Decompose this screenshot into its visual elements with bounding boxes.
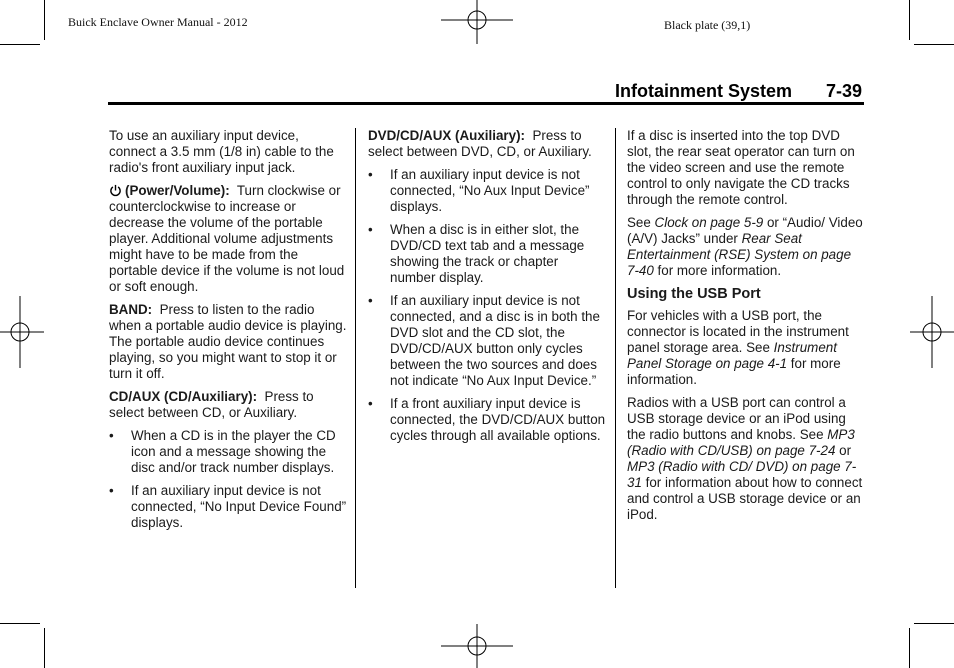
list-item: • If an auxiliary input device is not connected, and a disc is in both the DVD slot and the CD slot, the DVD/CD/AUX button only cycles between the two sources and does not indicate “No Aux Input Device.” (368, 293, 600, 388)
cross-reference-link[interactable]: Rear Seat Entertainment (RSE) System on page 7-40 (627, 231, 852, 278)
power-volume-label: (Power/Volume): (125, 183, 230, 198)
section-title: Infotainment System (615, 81, 793, 101)
bullet-glyph: • (109, 483, 114, 498)
power-volume-text: Turn clockwise or counterclockwise to increase or decrease the volume of the portable player. Additional volume adjustments might have to be made from the portable device if the volume is not loud or soft enough. (109, 183, 345, 294)
bullet-glyph: • (109, 428, 114, 443)
cross-reference-link[interactable]: Instrument Panel Storage on page 4-1 (627, 340, 837, 371)
registration-mark-left (0, 296, 44, 368)
crop-mark-tl-h (0, 44, 40, 45)
crop-mark-tl-v (44, 0, 45, 40)
usb-location-paragraph: For vehicles with a USB port, the connector is located in the instrument panel storage area. See Instrument Panel Storage on page 4-1 for more information. (627, 308, 849, 387)
bullet-glyph: • (368, 293, 373, 308)
list-item: • When a CD is in the player the CD icon and a message showing the disc and/or track number displays. (109, 428, 336, 475)
power-icon (109, 184, 122, 197)
header-rule (108, 102, 864, 105)
usb-control-paragraph: Radios with a USB port can control a USB storage device or an iPod using the radio buttons and knobs. See MP3 (Radio with CD/USB) on page 7-24 or MP3 (Radio with CD/ DVD) on page 7-31 for information about how to connect and control a USB storage device or an iPod. (627, 395, 863, 522)
cross-reference-link[interactable]: MP3 (Radio with CD/ DVD) on page 7-31 (627, 459, 857, 490)
band-label: BAND: (109, 302, 153, 317)
page-number: 7-39 (826, 81, 863, 101)
dvd-cd-aux-paragraph (368, 128, 606, 160)
list-item: • If a front auxiliary input device is connected, the DVD/CD/AUX button cycles through all available options. (368, 396, 606, 443)
power-volume-paragraph (109, 183, 349, 295)
column-2 (368, 128, 606, 451)
cross-reference-link[interactable]: Clock on page 5-9 (654, 215, 764, 230)
column-divider-1 (355, 128, 356, 588)
cd-aux-text: Press to select between CD, or Auxiliary. (109, 389, 314, 420)
dvd-slot-paragraph: If a disc is inserted into the top DVD slot, the rear seat operator can turn on the video screen and use the remote control to only navigate the CD tracks through the remote control. (627, 128, 855, 207)
see-also-paragraph: See Clock on page 5-9 or “Audio/ Video (A/V) Jacks” under Rear Seat Entertainment (RSE) System on page 7-40 for more information. (627, 215, 863, 278)
list-item: • When a disc is in either slot, the DVD/CD text tab and a message showing the track or chapter number display. (368, 222, 585, 285)
column-divider-2 (615, 128, 616, 588)
column-1 (109, 128, 349, 538)
band-text: Press to listen to the radio when a portable audio device is playing. The portable audio device continues playing, so you might want to stop it or turn it off. (109, 302, 347, 381)
registration-mark-bottom (441, 624, 513, 668)
bullet-glyph: • (368, 396, 373, 411)
column-3 (627, 128, 864, 530)
crop-mark-bl-v (44, 628, 45, 668)
dvd-cd-aux-text: Press to select between DVD, CD, or Auxiliary. (368, 128, 592, 159)
registration-mark-right (910, 296, 954, 368)
bullet-glyph: • (368, 222, 373, 237)
usb-heading: Using the USB Port (627, 286, 761, 302)
registration-mark-top (441, 0, 513, 44)
list-item: • If an auxiliary input device is not connected, “No Aux Input Device” displays. (368, 167, 590, 214)
crop-mark-br-h (914, 623, 954, 624)
cd-aux-paragraph (109, 389, 349, 421)
crop-mark-br-v (909, 628, 910, 668)
crop-mark-tr-v (909, 0, 910, 40)
cd-aux-label: CD/AUX (CD/Auxiliary): (109, 389, 258, 404)
cross-reference-link[interactable]: MP3 (Radio with CD/USB) on page 7-24 (627, 427, 855, 458)
band-paragraph (109, 302, 349, 382)
slug-left: Buick Enclave Owner Manual - 2012 (68, 15, 248, 29)
bullet-glyph: • (368, 167, 373, 182)
dvd-cd-aux-label: DVD/CD/AUX (Auxiliary): (368, 128, 525, 143)
crop-mark-bl-h (0, 623, 40, 624)
crop-mark-tr-h (914, 44, 954, 45)
list-item: • If an auxiliary input device is not connected, “No Input Device Found” displays. (109, 483, 347, 530)
slug-right: Black plate (39,1) (664, 18, 751, 32)
aux-intro-paragraph: To use an auxiliary input device, connect a 3.5 mm (1/8 in) cable to the radio's front auxiliary input jack. (109, 128, 334, 175)
